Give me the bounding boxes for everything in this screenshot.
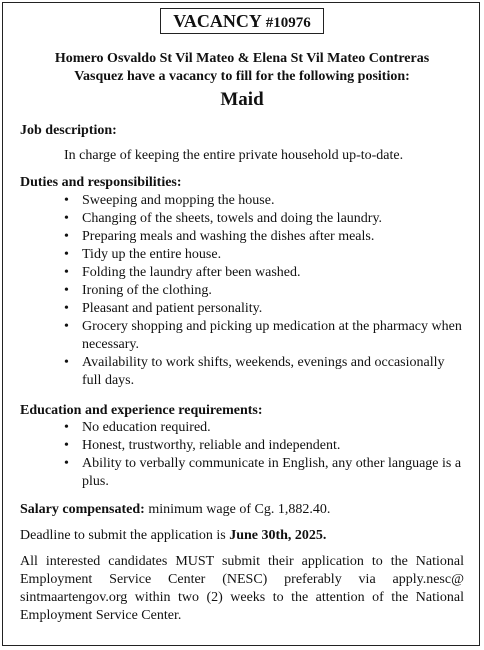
list-item: • Ability to verbally communicate in English, any other language is a plus. (0, 455, 484, 491)
vacancy-number: #10976 (265, 15, 311, 31)
list-item: • Pleasant and patient personality. (0, 300, 484, 318)
duties-list (0, 192, 484, 390)
closing-paragraph: All interested candidates MUST submit their application to the National Employment Service Center (NESC) preferably via apply.nesc@ sintmaartengov.org within two (2) weeks to the attention of the National Employment Service Center. (20, 554, 464, 623)
deadline-date: June 30th, 2025. (229, 528, 327, 543)
employer-line-2: Vasquez have a vacancy to fill for the following position: (74, 69, 410, 84)
employer-statement (10, 50, 474, 86)
vacancy-title-word: VACANCY (173, 11, 262, 31)
list-item: • Ironing of the clothing. (0, 282, 484, 300)
deadline-text: Deadline to submit the application is (20, 528, 230, 543)
job-description-text: In charge of keeping the entire private household up-to-date. (64, 148, 404, 163)
position-title: Maid (220, 89, 264, 110)
deadline-line (20, 527, 464, 545)
employer-line-1: Homero Osvaldo St Vil Mateo & Elena St Vil Mateo Contreras (54, 51, 430, 66)
job-description-heading: Job description: (20, 123, 117, 138)
list-item: • Folding the laundry after been washed. (0, 264, 484, 282)
salary-value: minimum wage of Cg. 1,882.40. (144, 502, 331, 517)
list-item: • Sweeping and mopping the house. (0, 192, 484, 210)
list-item: • No education required. (0, 419, 484, 437)
salary-label: Salary compensated: (20, 502, 145, 517)
list-item: • Changing of the sheets, towels and doing the laundry. (0, 210, 484, 228)
list-item: • Honest, trustworthy, reliable and independent. (0, 437, 484, 455)
list-item: • Tidy up the entire house. (0, 246, 484, 264)
duties-heading: Duties and responsibilities: (20, 175, 182, 190)
education-list (0, 419, 484, 491)
salary-line (20, 501, 464, 519)
list-item: • Grocery shopping and picking up medication at the pharmacy when necessary. (0, 318, 484, 354)
vacancy-title (160, 8, 324, 34)
list-item: • Availability to work shifts, weekends, evenings and occasionally full days. (0, 354, 484, 390)
education-heading: Education and experience requirements: (20, 403, 263, 418)
list-item: • Preparing meals and washing the dishes after meals. (0, 228, 484, 246)
